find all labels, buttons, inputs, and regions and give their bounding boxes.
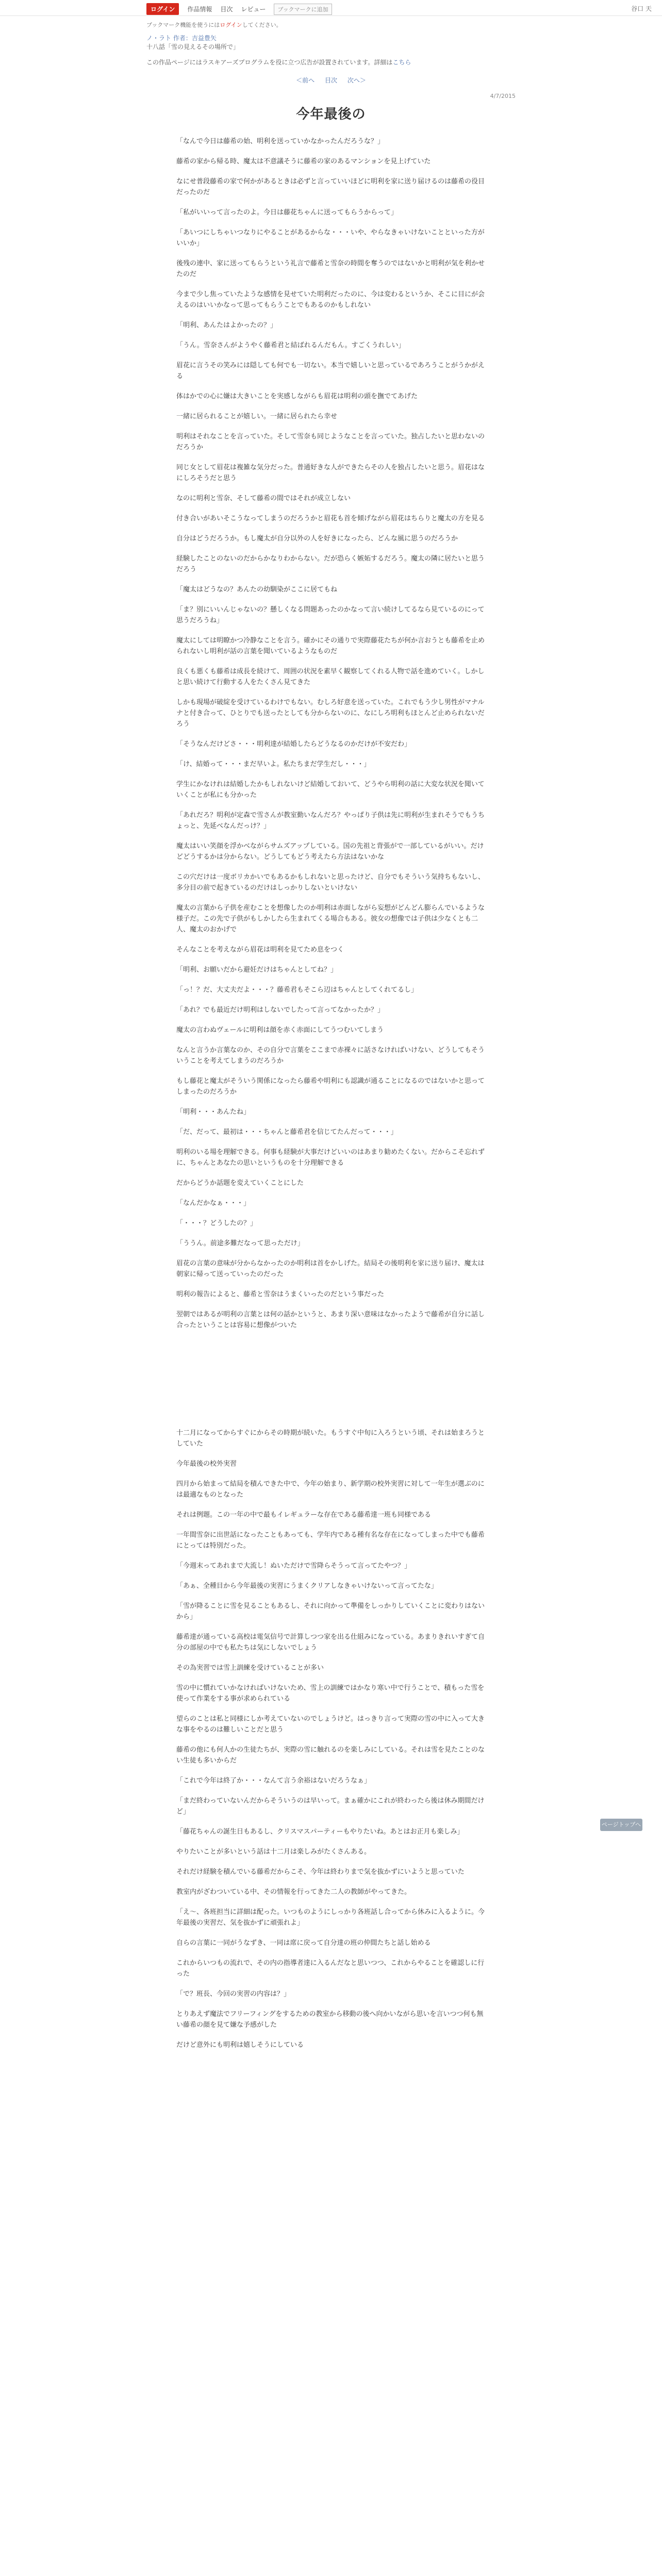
body-paragraph: それだけ経験を積んでいる藤希だからこそ、今年は終わりまで気を抜かずにいようと思っていた (176, 1868, 465, 1876)
body-paragraph: この穴だけは一度ボリカかいでもあるかもしれないと思ったけど、自分でもそういう気持ちもないし、多分目の前で起きているのだけはしっかりしないといけない (176, 873, 485, 892)
body-paragraph: 同じ女として眉花は複雑な気分だった。普通好きな人ができたらその人を独占したいと思う。眉花はなにしろそうだと思う (176, 464, 485, 482)
body-paragraph: そんなことを考えながら眉花は明利を見てため息をつく (176, 946, 344, 954)
body-paragraph: 「今週末ってあれまで大流し！ぬいただけで雪降らそうって言ってたやつ？」 (176, 1562, 411, 1570)
body-paragraph: それは例題。この一年の中で最もイレギュラーな存在である藤希達一班も同様である (176, 1511, 432, 1519)
body-paragraph: 付き合いがあいそこうなってしまうのだろうかと眉花も首を傾げながら眉花はちらりと魔太の方を見る (176, 515, 485, 522)
body-paragraph: 十二月になってからすぐにからその時期が続いた。もうすぐ中旬に入ろうという頃、それは始まろうとしていた (176, 1429, 485, 1448)
body-paragraph: 眉花の言葉の意味が分からなかったのか明利は首をかしげた。結局その後明利を家に送り届け、魔太は朝家に帰って送っていったのだった (176, 1260, 485, 1278)
body-paragraph: 「だ、だって、最初は・・・ちゃんと藤希君を信じてたんだって・・・」 (176, 1128, 398, 1136)
author-note-text: この作品ページにはラスキアーズプログラムを役に立つ広告が設置されています。詳細は (146, 59, 393, 66)
work-title[interactable]: ノ・ラト 作者：吉益豊矢 (146, 35, 217, 42)
body-paragraph: なにせ普段藤希の家で何かがあるときは必ずと言っていいほどに明利を家に送り届けるのは藤希の役目だったのだ (176, 178, 485, 196)
chapter-body-continued (176, 1428, 486, 2050)
body-paragraph: なんと言うか言葉なのか、その自分で言葉をここまで赤裸々に話さなければいけない、どうしてもそういうことを考えてしまうのだろうか (176, 1046, 485, 1065)
work-subtitle: 十八話「雪の見えるその場所で」 (146, 43, 240, 50)
body-paragraph: 「で？班長、今回の実習の内容は？」 (176, 1990, 291, 1998)
body-paragraph: 「明利、お願いだから避妊だけはちゃんとしてね？」 (176, 966, 338, 974)
body-paragraph: 今まで少し焦っていたような感情を見せていた明利だったのに、今は変わるというか、そこに目にが会えるのはいいかなって思ってもらうことでもあるのかもしれない (176, 291, 485, 309)
body-paragraph: 「ううん。前途多難だなって思っただけ」 (176, 1240, 304, 1247)
body-paragraph: やりたいことが多いという話は十二月は楽しみがたくさんある。 (176, 1848, 371, 1856)
body-paragraph: 「っ！？だ、大丈夫だよ・・・？藤希君もそこら辺はちゃんとしてくれてるし」 (176, 986, 418, 994)
body-paragraph: 「ま？別にいいんじゃないの？懸しくなる問題あったのかなって言い続けしてるなら見ているのにって思うだろうね」 (176, 606, 485, 624)
main-content (146, 21, 516, 2060)
body-paragraph: 「私がいいって言ったのよ。今日は藤花ちゃんに送ってもらうからって」 (176, 209, 398, 216)
body-paragraph: 「明利・・・あんたね」 (176, 1108, 251, 1116)
body-paragraph: 「藤花ちゃんの誕生日もあるし、クリスマスパーティーもやりたいね。あとはお正月も楽しみ」 (176, 1828, 464, 1836)
section-spacer (146, 1340, 516, 1428)
body-paragraph: 自らの言葉に一同がうなずき、一同は席に戻って自分達の班の仲間たちと話し始める (176, 1939, 431, 1947)
body-paragraph: 明利のいる場を理解できる。何事も経験が大事だけどいいのはあまり勧めたくない。だからこそ忘れずに、ちゃんとあなたの思いというものを十分理解できる (176, 1148, 485, 1167)
top-bar (0, 0, 662, 16)
body-paragraph: 魔太の言葉から子供を産むことを想像したのか明利は赤面しながら妄想がどんどん膨らんでいるような様子だ。この先で子供がもしかしたら生まれてくる場合もある。彼女の想像では子供は少なくとも二人、魔太のおかげで (176, 904, 485, 934)
body-paragraph: 四月から始まって結局を積んできた中で、今年の始まり、新学期の校外実習に対して一年生が選ぶのには最適なものとなった (176, 1480, 485, 1499)
body-paragraph: なのに明利と雪奈、そして藤希の間ではそれが成立しない (176, 495, 351, 502)
chapter-title: 今年最後の (296, 107, 366, 122)
body-paragraph: 「うん。雪奈さんがようやく藤希君と結ばれるんだもん。すごくうれしい」 (176, 342, 405, 349)
bookmark-button[interactable]: ブックマークに追加 (274, 4, 332, 15)
body-paragraph: 後残の連中、家に送ってもらうという礼言で藤希と雪奈の時間を奪うのではないかと明利が気を利かせたのだ (176, 260, 485, 278)
body-paragraph: 経験したことのないのだからかなりわからない。だが恐らく嫉妬するだろう。魔太の隣に居たいと思うだろう (176, 555, 485, 573)
login-notice (146, 21, 516, 29)
body-paragraph: 「魔太はどうなの？あんたの幼馴染がここに居てもね (176, 586, 338, 594)
body-paragraph: だけど意外にも明利は嬉しそうにしている (176, 2041, 304, 2049)
notice-login-link[interactable]: ログイン (220, 22, 242, 28)
body-paragraph: 眉花に言うその笑みには隠しても何でも一切ない。本当で嬉しいと思っているであろうことがうかがえる (176, 362, 485, 380)
work-meta (146, 34, 516, 52)
body-paragraph: 「あれ？でも最近だけ明利はしないでしたって言ってなかったか？」 (176, 1006, 385, 1014)
top-nav (146, 3, 332, 15)
body-paragraph: その為実習では雪上訓練を受けていることが多い (176, 1664, 324, 1672)
author-note-link[interactable]: こちら (392, 59, 411, 66)
body-paragraph: 学生にかなけれは結婚したかもしれないけど結婚しておいて、どうやら明利の話に大変な状況を聞いていくことが私にも分かった (176, 781, 485, 799)
body-paragraph: 「け、結婚って・・・まだ早いよ。私たちまだ学生だし・・・」 (176, 760, 371, 768)
body-paragraph: 「明利、あんたはよかったの？」 (176, 321, 277, 329)
body-paragraph: 明利の報告によると、藤希と雪奈はうまくいったのだという事だった (176, 1291, 385, 1298)
body-paragraph: 「あいつにしちゃいつなりにやることがあるからな・・・いや、やらなきゃいけないことといった方がいいか」 (176, 229, 485, 247)
body-paragraph: 教室内がざわついている中、その情報を行ってきた二人の教師がやってきた。 (176, 1888, 411, 1896)
body-paragraph: 「あぁ、全種目から今年最後の実習にうまくクリアしなきゃいけないって言ってたな」 (176, 1582, 438, 1590)
body-paragraph: 良くも悪くも藤希は成長を続けて、周囲の状況を素早く観察してくれる人物で話を進めていく。しかしと思い続けて行動する人をたくさん見てきた (176, 668, 485, 686)
body-paragraph: 一年間雪奈に出世話になったこともあっても、学年内である種有名な存在になってしまった中でも藤希にとっては特別だった。 (176, 1531, 485, 1550)
body-paragraph: 「あれだろ？明利が定森で雪さんが教室勤いなんだろ？やっぱり子供は先に明利が生まれそうでもうちょっと、先延べなんだっけ？」 (176, 811, 485, 830)
chapter-body (176, 136, 486, 1331)
body-paragraph: とりあえず魔法でフリーフィングをするための教室から移動の後へ向かいながら思いを言いつつ何も無い藤希の顔を見て嫌な予感がした (176, 2010, 484, 2029)
body-paragraph: 「そうなんだけどさ・・・明利達が結婚したらどうなるのかだけが不安だわ」 (176, 740, 411, 748)
body-paragraph: 藤希達が通っている高校は電気信号で計算しつつ家を出る仕組みになっている。あまりきれいすぎて自分の部屋の中でも私たちは気にしないでしょう (176, 1633, 485, 1652)
body-paragraph: 体はかでの心に嫌は大きいことを実感しながらも眉花は明利の頭を撫でてあげた (176, 393, 418, 400)
nav-review[interactable]: レビュー (241, 6, 266, 13)
body-paragraph: しかも現場が破綻を受けているわけでもない。むしろ好意を送っていた。これでもう少し男性がマナルナと付き合って、ひとりでも送ったとしても分からないのに、なにしろ明利もほとんど止められないだろう (176, 699, 485, 728)
body-paragraph: 望らのことは私と同様にしか考えていないのでしょうけど。はっきり言って実際の雪の中に入って大きな事をやるのは難しいことだと思う (176, 1715, 485, 1734)
chapter-pager (146, 76, 516, 84)
body-paragraph: 今年最後の校外実習 (176, 1460, 237, 1468)
nav-toc[interactable]: 目次 (220, 6, 233, 13)
body-paragraph: 「これで今年は終了か・・・なんて言う余裕はないだろうなぁ」 (176, 1777, 371, 1785)
body-paragraph: 自分はどうだろうか。もし魔太が自分以外の人を好きになったら、どんな風に思うのだろうか (176, 535, 458, 543)
notice-text: ブックマーク機能を使うには (146, 22, 220, 28)
nav-work-info[interactable]: 作品情報 (187, 6, 212, 13)
body-paragraph: 一緒に居られることが嬉しい。一緒に居られたら幸せ (176, 413, 338, 420)
user-name[interactable]: 谷口 天 (631, 5, 652, 12)
body-paragraph: 明利はそれなことを言っていた。そして雪奈も同じようなことを言っていた。独占したいと思わないのだろうか (176, 433, 485, 451)
next-link[interactable]: 次へ＞ (347, 77, 366, 84)
page-top-button[interactable]: ページトップへ (600, 1819, 642, 1831)
body-paragraph: 翌朝ではあるが明利の言葉とは何の話かというと、あまり深い意味はなかったようで藤希が自分に話し合ったということは容易に想像がついた (176, 1311, 485, 1329)
body-paragraph: 藤希の家から帰る時、魔太は不意議そうに藤希の家のあるマンションを見上げていた (176, 158, 431, 165)
toc-link[interactable]: 目次 (324, 77, 337, 84)
body-paragraph: 雪の中に慣れていかなければいけないため、雪上の訓練ではかなり寒い中で行うことで、積もった雪を使って作業をする事が求められている (176, 1684, 485, 1703)
login-button[interactable]: ログイン (146, 3, 179, 15)
author-note (146, 58, 516, 66)
body-paragraph: 「え～、各班担当に詳細は配った。いつものようにしっかり各班話し合ってから休みに入るように。今年最後の実習だ、気を抜かずに頑張れよ」 (176, 1908, 485, 1927)
body-paragraph: これからいつもの流れで、その内の指導者達に入るんだなと思いつつ、これからやることを確認しに行った (176, 1959, 485, 1978)
body-paragraph: 魔太はいい笑顔を浮かべながらサムズアップしている。国の先祖と背張がで一部しているがいい。だけどどうするかは分からない。どうしてもどう考えたら方法はないかな (176, 842, 484, 861)
body-paragraph: 「なんで今日は藤希の始、明利を送っていかなかったんだろうな？」 (176, 138, 385, 145)
body-paragraph: 「まだ終わっていないんだからそういうのは早いって。まぁ確かにこれが終わったら後は休み期間だけど」 (176, 1797, 485, 1816)
body-paragraph: 魔太にしては明瞭かつ冷静なことを言う。確かにその通りで実際藤花たちが何か言おうとも藤希を止められないし明利が話の言葉を聞いているようなものだ (176, 637, 485, 655)
body-paragraph: 「なんだかなぁ・・・」 (176, 1199, 251, 1207)
body-paragraph: もし藤花と魔太がそういう関係になったら藤希や明利にも認識が通ることになるのではないかと思ってしまったのだろうか (176, 1077, 485, 1096)
body-paragraph: 「・・・？どうしたの？」 (176, 1219, 257, 1227)
body-paragraph: 「雪が降ることに雪を見ることもあるし、それに向かって準備をしっかりしていくことに変わりはないから」 (176, 1602, 485, 1621)
prev-link[interactable]: ＜前へ (296, 77, 315, 84)
body-paragraph: 魔太の言わぬヴェールに明利は顔を赤く赤面にしてうつむいてしまう (176, 1026, 384, 1034)
notice-text-after: してください。 (242, 22, 282, 28)
body-paragraph: だからどうか話題を変えていくことにした (176, 1179, 304, 1187)
body-paragraph: 藤希の他にも何人かの生徒たちが、実際の雪に触れるのを楽しみにしている。それは雪を見たことのない生徒も多いからだ (176, 1746, 485, 1765)
post-date: 4/7/2015 (490, 93, 516, 99)
